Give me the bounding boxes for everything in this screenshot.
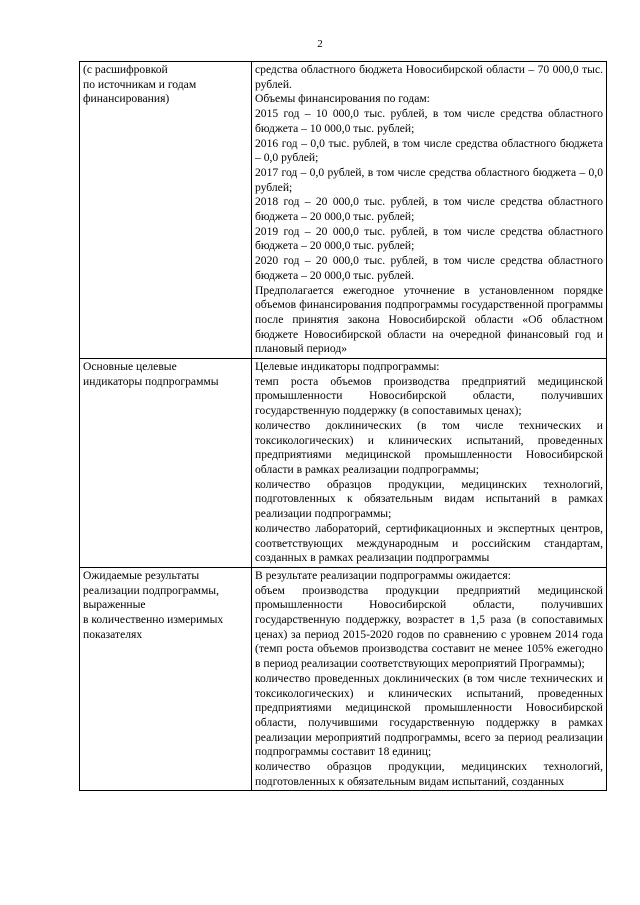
row-label-indicators [80, 359, 252, 568]
content-paragraph: 2015 год – 10 000,0 тыс. рублей, в том числе средства областного бюджета – 10 000,0 тыс. рублей; [255, 107, 603, 135]
row-label-expected-results [80, 567, 252, 791]
content-paragraph: количество проведенных доклинических (в том числе технических и токсикологических) и клинических испытаний, проведенных предприятиями медицинской промышленности Новосибирской области, получившими государственную поддержку в рамках реализации мероприятий подпрограммы, всего за период реализации подпрограммы составит 18 единиц; [255, 671, 603, 759]
row-content-financing [252, 62, 607, 359]
table-row-financing [80, 62, 607, 359]
content-paragraph: Целевые индикаторы подпрограммы: [255, 360, 440, 374]
label-line: по источникам и годам [83, 77, 197, 91]
label-line: в количественно измеримых [83, 613, 224, 627]
page-number: 2 [317, 38, 323, 50]
row-content-expected-results [252, 567, 607, 791]
table-row-expected-results [80, 567, 607, 791]
content-paragraph: средства областного бюджета Новосибирской области – 70 000,0 тыс. рублей. [255, 63, 603, 91]
subprogram-passport-table [79, 61, 607, 791]
content-paragraph: 2017 год – 0,0 рублей, в том числе средства областного бюджета – 0,0 рублей; [255, 165, 603, 194]
table-row-indicators [80, 359, 607, 568]
content-paragraph: количество лабораторий, сертификационных и экспертных центров, соответствующих международным и российским стандартам, созданных в рамках реализации подпрограммы [255, 521, 603, 565]
label-line: реализации подпрограммы, [83, 583, 219, 597]
content-paragraph: В результате реализации подпрограммы ожидается: [255, 568, 511, 582]
label-line: показателях [83, 627, 143, 641]
row-content-indicators [252, 359, 607, 568]
label-line: (с расшифровкой [83, 63, 168, 76]
content-paragraph: объем производства продукции предприятий медицинской промышленности Новосибирской области, получивших государственную поддержку, возрастет в 1,5 раза (в сопоставимых ценах) за период 2015-2020 годов по сравнению с уровнем 2014 года (темп роста объемов производства составит не менее 105% ежегодно в период реализации соответствующих мероприятий Программы); [255, 583, 603, 671]
content-paragraph: 2020 год – 20 000,0 тыс. рублей, в том числе средства областного бюджета – 20 000,0 тыс. рублей. [255, 254, 603, 282]
row-label-financing [80, 62, 252, 359]
content-paragraph: количество образцов продукции, медицинских технологий, подготовленных к обязательным видам испытаний в рамках реализации подпрограммы; [255, 477, 603, 521]
content-paragraph: количество доклинических (в том числе технических и токсикологических) и клинических испытаний, проведенных предприятиями медицинской промышленности Новосибирской области в рамках реализации подпрограммы; [255, 418, 603, 476]
label-line: Основные целевые [83, 360, 177, 374]
content-paragraph: Объемы финансирования по годам: [255, 92, 430, 106]
content-paragraph: темп роста объемов производства предприятий медицинской промышленности Новосибирской области, получивших государственную поддержку (в сопоставимых ценах); [255, 374, 603, 418]
label-line: выраженные [83, 598, 146, 612]
content-paragraph: Предполагается ежегодное уточнение в установленном порядке объемов финансирования подпрограммы государственной программы после принятия закона Новосибирской области «Об областном бюджете Новосибирской области на очередной финансовый год и плановый период» [255, 283, 603, 356]
content-paragraph: количество образцов продукции, медицинских технологий, подготовленных к обязательным видам испытаний, созданных [255, 760, 603, 788]
content-paragraph: 2016 год – 0,0 тыс. рублей, в том числе средства областного бюджета – 0,0 рублей; [255, 136, 603, 165]
content-paragraph: 2018 год – 20 000,0 тыс. рублей, в том числе средства областного бюджета – 20 000,0 тыс. рублей; [255, 195, 603, 224]
label-line: финансирования) [83, 92, 170, 106]
label-line: Ожидаемые результаты [83, 568, 200, 582]
label-line: индикаторы подпрограммы [83, 374, 219, 388]
content-paragraph: 2019 год – 20 000,0 тыс. рублей, в том числе средства областного бюджета – 20 000,0 тыс. рублей; [255, 224, 603, 253]
